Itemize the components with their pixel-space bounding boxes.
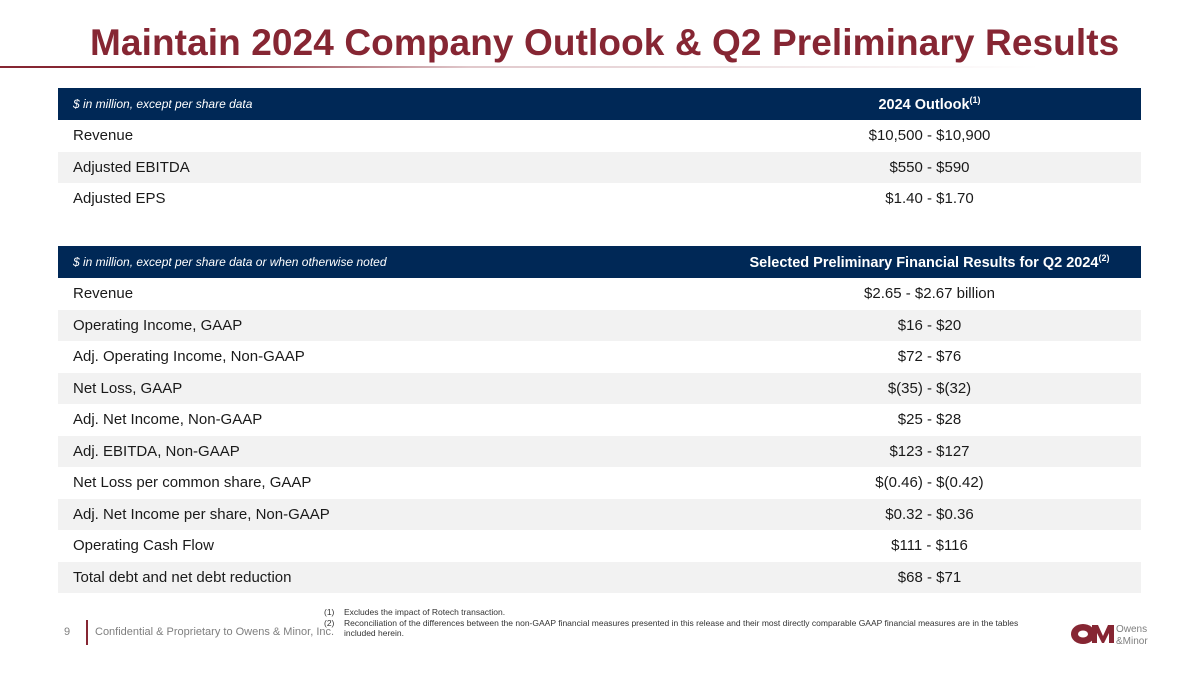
row-value: $25 - $28 [897,411,962,429]
logo-line1: Owens [1116,624,1148,635]
row-label: Adj. Operating Income, Non-GAAP [73,348,305,366]
table-row [58,499,1141,531]
row-value: $550 - $590 [638,152,1141,184]
results-header-value [638,246,1141,278]
table-row [58,310,1141,342]
row-value: $2.65 - $2.67 billion [864,285,995,303]
row-value: $0.32 - $0.36 [638,499,1141,531]
row-value: $68 - $71 [638,562,1141,594]
footer-divider [86,620,88,645]
table-row [58,120,1141,152]
owens-minor-logo-icon [1070,617,1150,651]
row-value: $16 - $20 [638,310,1141,342]
footnote-number: (1) [324,607,335,617]
row-value: $(0.46) - $(0.42) [875,474,984,492]
row-label: Revenue [73,127,134,145]
footnote-number: (2) [324,617,335,628]
outlook-header-label: $ in million, except per share data [58,88,638,120]
footnote [324,618,1044,639]
table-row [58,436,1141,468]
confidential-notice: Confidential & Proprietary to Owens & Minor, Inc. [95,626,335,638]
row-label: Adjusted EPS [73,190,166,208]
outlook-header-value [638,88,1141,120]
table-row [58,467,1141,499]
results-table [58,246,1141,593]
footnote [324,607,1044,618]
outlook-table [58,88,1141,215]
row-label: Adj. EBITDA, Non-GAAP [58,436,638,468]
table-row [58,404,1141,436]
results-header-footnote-ref: (2) [1098,253,1110,264]
table-row [58,183,1141,215]
table-row [58,530,1141,562]
table-row [58,152,1141,184]
row-label: Net Loss, GAAP [58,373,638,405]
title-underline [0,66,1040,68]
row-label: Operating Cash Flow [73,537,214,555]
results-header-row [58,246,1141,278]
row-label: Adj. Net Income per share, Non-GAAP [58,499,638,531]
footnote-text: Reconciliation of the differences between the non-GAAP financial measures presented in this release and their most directly comparable GAAP financial measures are in the tables included herein. [344,617,1019,638]
page-number: 9 [64,626,71,638]
row-value: $10,500 - $10,900 [868,127,991,145]
table-row [58,278,1141,310]
outlook-header-title: 2024 Outlook [878,96,970,113]
logo-line2: &Minor [1116,636,1148,647]
table-row [58,562,1141,594]
results-header-title: Selected Preliminary Financial Results for Q2 2024 [749,254,1099,271]
row-value: $123 - $127 [638,436,1141,468]
row-label: Adj. Net Income, Non-GAAP [73,411,263,429]
row-value: $(35) - $(32) [638,373,1141,405]
row-label: Total debt and net debt reduction [58,562,638,594]
row-label: Net Loss per common share, GAAP [73,474,312,492]
row-label: Revenue [73,285,134,303]
table-row [58,341,1141,373]
footnote-text: Excludes the impact of Rotech transaction. [344,607,506,617]
row-value: $111 - $116 [891,537,968,555]
footnotes [324,607,1044,639]
row-label: Operating Income, GAAP [58,310,638,342]
outlook-header-row [58,88,1141,120]
row-value: $72 - $76 [897,348,962,366]
page-title: Maintain 2024 Company Outlook & Q2 Preliminary Results [90,22,1120,63]
results-header-label: $ in million, except per share data or when otherwise noted [58,246,638,278]
outlook-header-footnote-ref: (1) [969,95,981,106]
row-label: Adjusted EBITDA [58,152,638,184]
row-value: $1.40 - $1.70 [885,190,974,208]
table-row [58,373,1141,405]
